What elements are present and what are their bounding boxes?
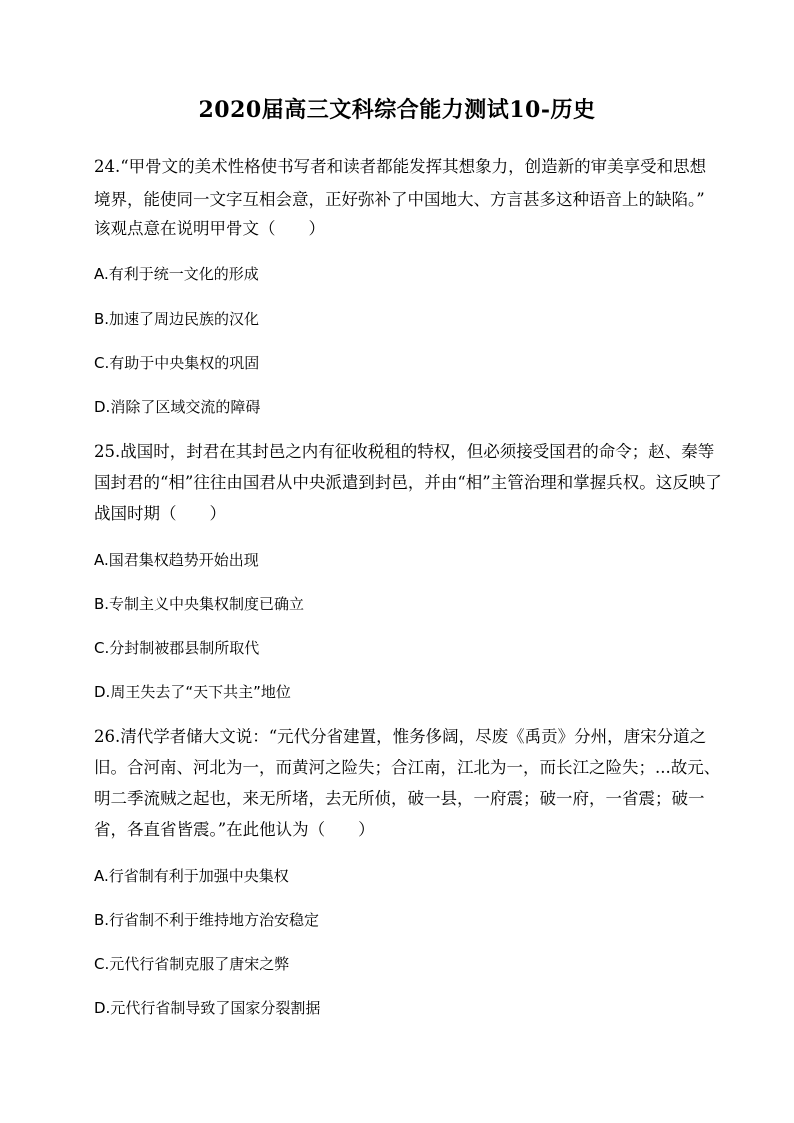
question-text-line: 境界，能使同一文字互相会意，正好弥补了中国地大、方言甚多这种语音上的缺陷。” — [94, 190, 705, 209]
option-b: B.行省制不利于维持地方治安稳定 — [94, 911, 320, 929]
question-text-line: 战国时期（ ） — [94, 504, 226, 523]
option-b: B.加速了周边民族的汉化 — [94, 310, 260, 328]
question-text-line: 明二季流贼之起也，来无所堵，去无所侦，破一县，一府震；破一府，一省震；破一 — [94, 789, 705, 808]
option-c: C.分封制被郡县制所取代 — [94, 639, 260, 657]
question-text-line: 旧。合河南、河北为一，而黄河之险失；合江南，江北为一，而长江之险失；...故元、 — [94, 758, 721, 777]
option-b: B.专制主义中央集权制度已确立 — [94, 595, 305, 613]
question-text-line: 该观点意在说明甲骨文（ ） — [94, 219, 325, 238]
option-d: D.元代行省制导致了国家分裂割据 — [94, 999, 321, 1017]
page-title: 2020届高三文科综合能力测试10-历史 — [198, 97, 596, 123]
option-d: D.消除了区域交流的障碍 — [94, 398, 261, 416]
option-a: A.行省制有利于加强中央集权 — [94, 867, 289, 885]
option-c: C.元代行省制克服了唐宋之弊 — [94, 955, 290, 973]
question-text-line: 24.“甲骨文的美术性格使书写者和读者都能发挥其想象力，创造新的审美享受和思想 — [94, 157, 707, 176]
question-text-line: 省，各直省皆震。”在此他认为（ ） — [94, 820, 375, 839]
question-text-line: 国封君的“相”往往由国君从中央派遣到封邑，并由“相”主管治理和掌握兵权。这反映了 — [94, 473, 722, 492]
option-d: D.周王失去了“天下共主”地位 — [94, 683, 291, 701]
question-text-line: 25.战国时，封君在其封邑之内有征收税租的特权，但必须接受国君的命令；赵、秦等 — [94, 442, 715, 461]
question-text-line: 26.清代学者储大文说：“元代分省建置，惟务侈阔，尽废《禹贡》分州，唐宋分道之 — [94, 727, 707, 746]
option-a: A.国君集权趋势开始出现 — [94, 551, 259, 569]
option-a: A.有利于统一文化的形成 — [94, 265, 259, 283]
option-c: C.有助于中央集权的巩固 — [94, 354, 260, 372]
